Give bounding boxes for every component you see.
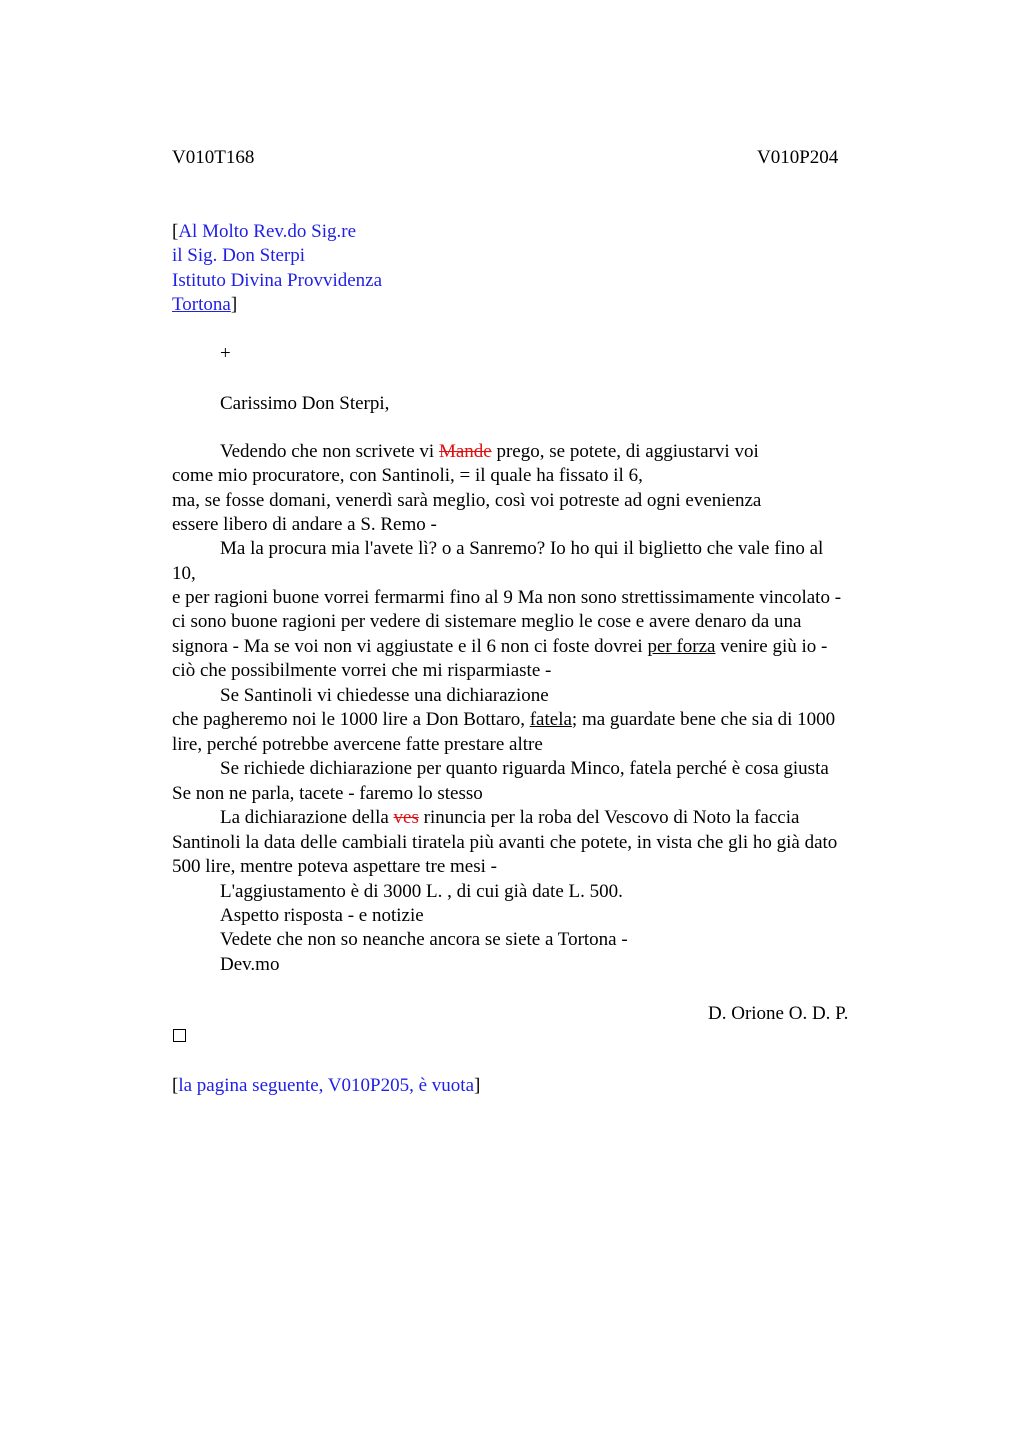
body-line-19: L'aggiustamento è di 3000 L. , di cui già date L. 500. — [220, 881, 623, 902]
body-line-17: Santinoli la data delle cambiali tiratela più avanti che potete, in vista che gli ho già dato — [172, 832, 838, 853]
body-line-15: Se non ne parla, tacete - faremo lo stesso — [172, 783, 483, 804]
body-line-16 — [220, 806, 799, 830]
body-line-21: Vedete che non so neanche ancora se siete a Tortona - — [220, 929, 628, 950]
footer-open-bracket: [ — [172, 1075, 179, 1096]
body-line-7: e per ragioni buone vorrei fermarmi fino al 9 Ma non sono strettissimamente vincolato - — [172, 587, 842, 608]
body-line-10: ciò che possibilmente vorrei che mi risparmiaste - — [172, 660, 552, 681]
body-text: rinuncia per la roba del Vescovo di Noto la faccia — [418, 807, 800, 828]
address-line-4 — [172, 293, 237, 317]
body-text: signora - Ma se voi non vi aggiustate e il 6 non ci foste dovrei — [172, 636, 648, 657]
body-text: ; ma guardate bene che sia di 1000 — [571, 709, 836, 730]
body-text: La dichiarazione della — [220, 807, 394, 828]
underlined-word: fatela — [529, 709, 572, 730]
body-text: che pagheremo noi le 1000 lire a Don Bottaro, — [172, 709, 530, 730]
body-text: Vedendo che non scrivete vi — [220, 441, 439, 462]
footer-close-bracket: ] — [474, 1075, 481, 1096]
struck-word: ves — [393, 807, 419, 828]
body-line-20: Aspetto risposta - e notizie — [220, 905, 424, 926]
address-close-bracket: ] — [230, 294, 238, 315]
salutation: Carissimo Don Sterpi, — [220, 393, 390, 414]
body-line-5: Ma la procura mia l'avete lì? o a Sanremo? Io ho qui il biglietto che vale fino al — [220, 538, 824, 559]
underlined-phrase: per forza — [647, 636, 716, 657]
footer-note-text: la pagina seguente, V010P205, è vuota — [178, 1075, 474, 1096]
header-right-code: V010P204 — [757, 147, 839, 168]
cross-symbol: + — [220, 343, 231, 364]
end-square-icon — [173, 1029, 186, 1042]
body-line-12 — [172, 708, 835, 732]
body-line-14: Se richiede dichiarazione per quanto riguarda Minco, fatela perché è cosa giusta — [220, 758, 829, 779]
address-line-2: il Sig. Don Sterpi — [172, 245, 306, 266]
body-line-2: come mio procuratore, con Santinoli, = il quale ha fissato il 6, — [172, 465, 643, 486]
body-line-1 — [220, 440, 759, 464]
footer-note — [172, 1074, 480, 1098]
body-line-3: ma, se fosse domani, venerdì sarà meglio, così voi potreste ad ogni evenienza — [172, 490, 762, 511]
struck-word: Mande — [438, 441, 492, 462]
address-line-1 — [172, 220, 356, 244]
closing-devotion: Dev.mo — [220, 954, 280, 975]
header-left-code: V010T168 — [172, 147, 255, 168]
body-line-11: Se Santinoli vi chiedesse una dichiarazione — [220, 685, 549, 706]
body-line-9 — [172, 635, 827, 659]
body-line-4: essere libero di andare a S. Remo - — [172, 514, 437, 535]
body-text: venire giù io - — [715, 636, 828, 657]
body-line-18: 500 lire, mentre poteva aspettare tre mesi - — [172, 856, 497, 877]
body-line-8: ci sono buone ragioni per vedere di sistemare meglio le cose e avere denaro da una — [172, 611, 802, 632]
signature: D. Orione O. D. P. — [708, 1003, 849, 1024]
address-line-3: Istituto Divina Provvidenza — [172, 270, 383, 291]
body-text: prego, se potete, di aggiustarvi voi — [491, 441, 759, 462]
body-line-6: 10, — [172, 563, 196, 584]
address-city: Tortona — [172, 294, 231, 315]
address-recipient-title: Al Molto Rev.do Sig.re — [178, 221, 357, 242]
address-open-bracket: [ — [172, 221, 179, 242]
body-line-13: lire, perché potrebbe avercene fatte prestare altre — [172, 734, 543, 755]
